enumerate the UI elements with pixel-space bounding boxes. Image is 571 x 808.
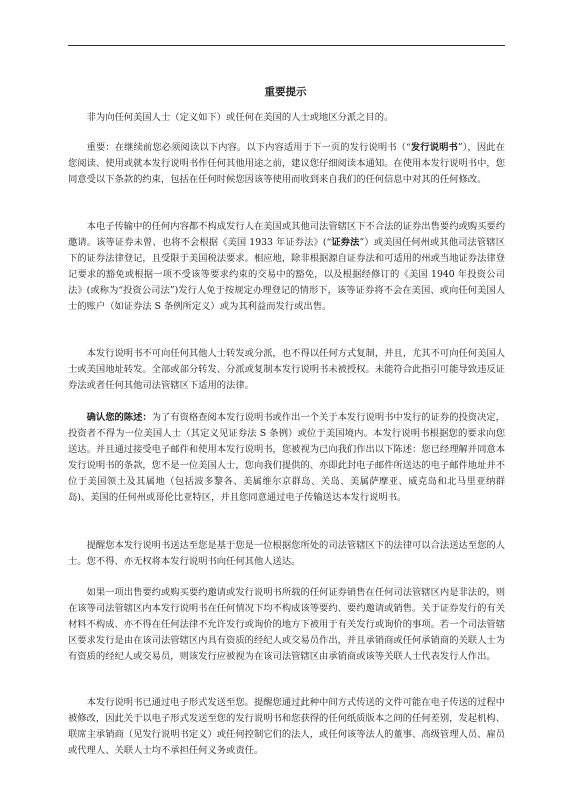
term-securities-act: 证券法 — [331, 236, 360, 248]
page-title: 重要提示 — [264, 86, 307, 98]
paragraph-securities-law-text-2: ”）或美国任何州或其他司法管辖区下的证券法律登记，且受限于美国税法要求。相应地，除非根据源自证券法和可适用的州或当地证券法律登记要求的豁免或根据一项不受该等要求约束的交易中的豁免，以及根据经修订的《美国 1940 年投资公司法》(或称为“投资公司法”)发行人免于按规定办理登记的情形下，该等证券将不会在美国、或向任何美国人士的账户（如证券法 S 条例所定义）或为其利益而发行或出售。 — [68, 236, 505, 312]
term-offering-memorandum: 发行说明书 — [410, 142, 458, 153]
paragraph-important-text-1: 重要：在继续前您必须阅读以下内容。以下内容适用于下一页的发行说明书（“ — [86, 142, 411, 153]
paragraph-representation-text: 为了有资格查阅本发行说明书或作出一个关于本发行说明书中发行的证券的投资决定，投资者不得为一位美国人士（其定义见证券法 S 条例）或位于美国境内。本发行说明书根据您的要求向您送达。并且通过接受电子邮件和使用本发行说明书，您被视为已向我们作出以下陈述：您已经理解并同意本发行说明书的条款，您不是一位美国人士，您向我们提供的、亦即此封电子邮件所送达的电子邮件地址并不位于美国领土及其属地（包括波多黎各、美属维尔京群岛、关岛、美属萨摩亚、威克岛和北马里亚纳群岛)、美国的任何州或哥伦比亚特区，并且您同意通过电子传输送达本发行说明书。 — [68, 412, 505, 503]
paragraph-jurisdiction: 如果一项出售要约或购买要约邀请或发行说明书所载的任何证券销售在任何司法管辖区内是非法的，则在该等司法管辖区内本发行说明书在任何情况下均不构成该等要约、要约邀请或销售。关于证券发行的有关材料不构成、亦不得在任何法律不允许发行或询价的地方下被用于有关发行或询价的事项。若一个司法管辖区要求发行是由在该司法管辖区内具有资质的经纪人或交易员作出，并且承销商或任何承销商的关联人士为有资质的经纪人或交易员，则该发行应被视为在该司法管辖区由承销商或该等关联人士代表发行人作出。 — [68, 587, 505, 662]
representation-heading: 确认您的陈述： — [86, 412, 152, 423]
paragraph-important-text-2: ”），因此在您阅读、使用或就本发行说明书作任何其他用途之前，建议您仔细阅读本通知。在使用本发行说明书中，您同意受以下条款的约束，包括在任何时候您因该等使用而收到来自我们的任何信息中对其的任何修改。 — [68, 142, 505, 185]
paragraph-securities-law — [68, 219, 505, 314]
header-rule — [68, 45, 505, 46]
paragraph-reminder: 提醒您本发行说明书送达至您是基于您是一位根据您所处的司法管辖区下的法律可以合法送达至您的人士。您不得、亦无权将本发行说明书向任何其他人送达。 — [68, 540, 505, 567]
paragraph-no-forwarding: 本发行说明书不可向任何其他人士转发或分派，也不得以任何方式复制，并且，尤其不可向任何美国人士或美国地址转发。全部或部分转发、分派或复制本发行说明书未被授权。未能符合此指引可能导致违反证券法或者任何其他司法管辖区下适用的法律。 — [68, 348, 505, 391]
paragraph-electronic-transmission: 本发行说明书已通过电子形式发送至您。提醒您通过此种中间方式传送的文件可能在电子传送的过程中被修改，因此关于以电子形式发送至您的发行说明书和您获得的任何纸质版本之间的任何差别，发起机构、联席主承销商（见发行说明书定义）或任何控制它们的法人，或任何该等法人的董事、高级管理人员、雇员或代理人、关联人士均不承担任何义务或责任。 — [68, 697, 505, 756]
paragraph-important — [68, 140, 505, 188]
paragraph-purpose: 非为向任何美国人士（定义如下）或任何在美国的人士或地区分派之目的。 — [86, 112, 394, 123]
paragraph-representation — [68, 410, 505, 505]
paragraph-securities-law-text-1: 本电子传输中的任何内容都不构成发行人在美国或其他司法管辖区下不合法的证券出售要约或购买要约邀请。该等证券未曾、也将不会根据《美国 1933 年证券法》(“ — [68, 221, 505, 248]
